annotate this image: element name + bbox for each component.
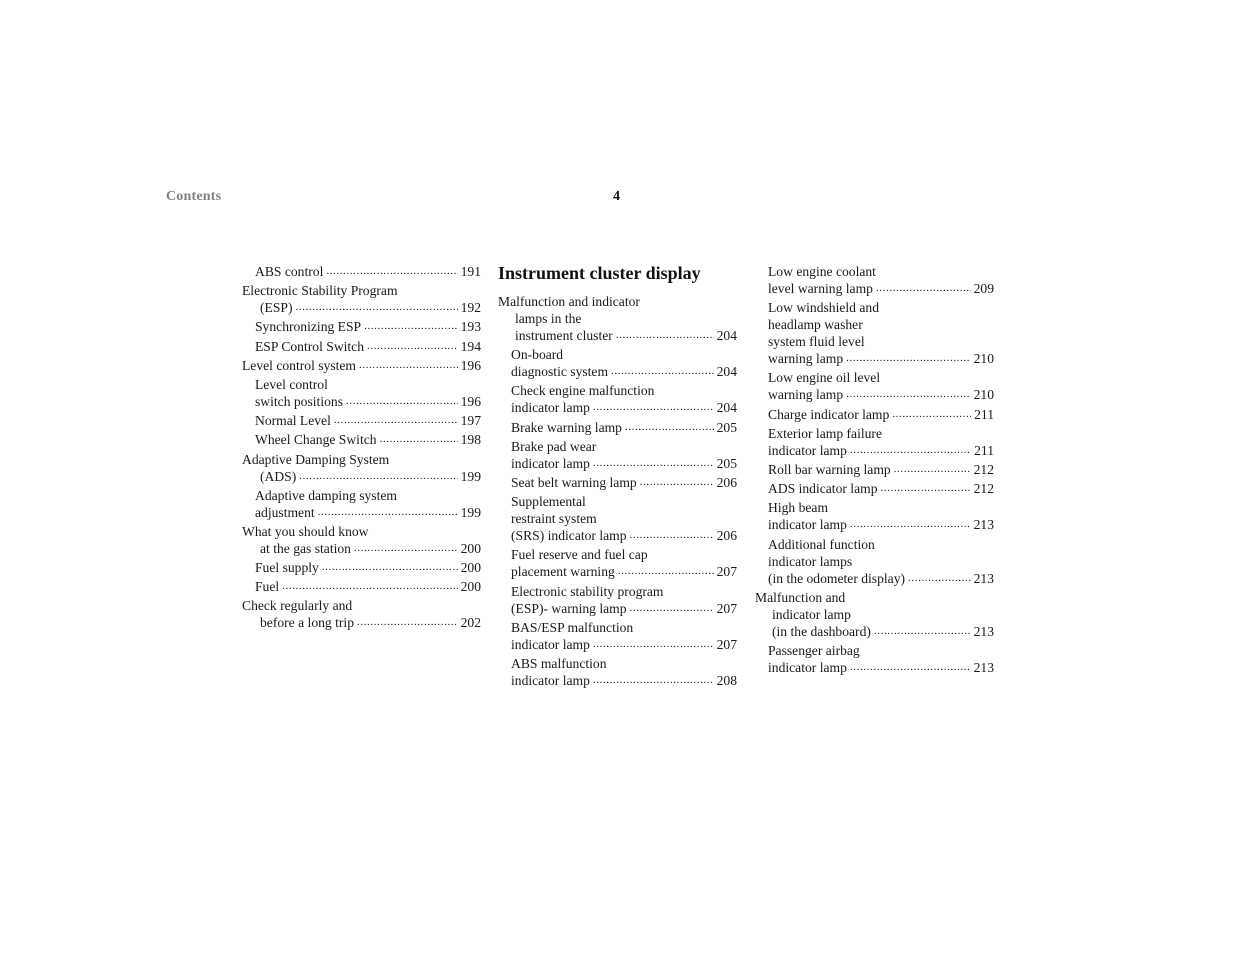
toc-entry-title: level warning lamp — [768, 281, 873, 296]
dot-leader — [908, 570, 971, 587]
toc-page-number[interactable]: 198 — [460, 432, 481, 448]
toc-entry[interactable] — [242, 597, 481, 631]
toc-page-number[interactable]: 196 — [460, 357, 481, 373]
toc-entry-title: placement warning — [511, 564, 615, 580]
toc-entry[interactable] — [242, 559, 481, 576]
toc-entry-title: Fuel reserve and fuel cap — [511, 547, 648, 563]
toc-entry-title: On-board — [511, 347, 564, 363]
toc-entry-title: indicator lamp — [772, 606, 851, 622]
dot-leader — [894, 461, 971, 478]
toc-entry-title: instrument cluster — [515, 328, 613, 343]
toc-page-number[interactable]: 191 — [460, 264, 481, 279]
toc-entry-title: restraint system — [511, 511, 597, 527]
dot-leader — [625, 419, 714, 436]
dot-leader — [892, 406, 971, 423]
section-heading: Instrument cluster display — [498, 263, 701, 283]
toc-entry[interactable] — [755, 480, 994, 497]
toc-entry-title: Adaptive damping system — [255, 487, 397, 503]
toc-entry[interactable] — [242, 578, 481, 595]
dot-leader — [630, 600, 714, 617]
toc-page-number[interactable]: 199 — [460, 468, 481, 484]
toc-entry-title: warning lamp — [768, 351, 844, 367]
toc-entry-title: headlamp washer — [768, 317, 863, 333]
toc-entry-title: Malfunction and — [755, 589, 846, 605]
toc-entry-title: Check regularly and — [242, 598, 353, 614]
dot-leader — [593, 636, 714, 653]
toc-entry[interactable] — [755, 369, 994, 403]
toc-page-number[interactable]: 204 — [716, 328, 737, 343]
toc-entry-title: indicator lamps — [768, 553, 853, 569]
toc-entry[interactable] — [242, 318, 481, 335]
toc-entry[interactable] — [498, 438, 737, 472]
toc-page-number[interactable]: 200 — [460, 560, 481, 576]
dot-leader — [611, 363, 714, 380]
toc-page-number[interactable]: 207 — [716, 600, 737, 616]
toc-entry-title: at the gas station — [260, 540, 351, 556]
toc-entry-title: lamps in the — [515, 311, 582, 326]
toc-entry[interactable] — [242, 376, 481, 410]
toc-entry[interactable] — [242, 338, 481, 355]
toc-entry-title: Seat belt warning lamp — [511, 474, 637, 490]
toc-entry[interactable] — [755, 263, 994, 297]
toc-entry-title: diagnostic system — [511, 364, 609, 380]
toc-page-number[interactable]: 200 — [460, 540, 481, 556]
toc-entry-title: indicator lamp — [768, 517, 847, 533]
toc-page-number[interactable]: 206 — [716, 528, 737, 544]
toc-entry[interactable] — [755, 299, 994, 367]
toc-entry-title: Check engine malfunction — [511, 383, 655, 399]
dot-leader — [881, 480, 971, 497]
toc-page-number[interactable]: 210 — [973, 387, 994, 403]
toc-entry[interactable] — [755, 461, 994, 478]
toc-page-number[interactable]: 212 — [973, 481, 994, 497]
toc-entry-title: indicator lamp — [768, 659, 847, 675]
toc-entry-title: ABS malfunction — [511, 655, 607, 671]
toc-entry-title: (SRS) indicator lamp — [511, 528, 627, 544]
toc-page-number[interactable]: 213 — [973, 623, 994, 639]
toc-entry-title: before a long trip — [260, 615, 354, 631]
toc-entry-title: Fuel supply — [255, 560, 319, 576]
toc-entry-title: Brake warning lamp — [511, 419, 622, 435]
toc-entry[interactable] — [242, 412, 481, 429]
dot-leader — [357, 614, 458, 631]
dot-leader — [874, 623, 971, 640]
toc-page-number[interactable]: 200 — [460, 579, 481, 595]
running-header-section: Contents — [166, 189, 222, 204]
toc-entry-title: Exterior lamp failure — [768, 425, 882, 441]
toc-entry-title: Electronic stability program — [511, 583, 664, 599]
toc-page-number[interactable]: 213 — [973, 659, 994, 675]
dot-leader — [876, 280, 971, 297]
toc-entry[interactable] — [242, 523, 481, 557]
dot-leader — [354, 540, 458, 557]
toc-entry-title: Level control — [255, 376, 328, 392]
toc-entry-title: Roll bar warning lamp — [768, 461, 891, 477]
toc-entry[interactable] — [498, 293, 737, 344]
toc-page-number[interactable]: 205 — [716, 455, 737, 471]
toc-entry-title: ADS indicator lamp — [768, 481, 878, 497]
dot-leader — [593, 455, 714, 472]
dot-leader — [640, 474, 714, 491]
toc-entry[interactable] — [755, 425, 994, 459]
toc-entry-title: Fuel — [255, 579, 280, 595]
toc-entry[interactable] — [242, 451, 481, 485]
dot-leader — [367, 338, 458, 355]
toc-entry[interactable] — [242, 431, 481, 448]
toc-page-number[interactable]: 210 — [973, 351, 994, 367]
dot-leader — [630, 527, 714, 544]
dot-leader — [850, 659, 971, 676]
toc-entry[interactable] — [498, 493, 737, 544]
toc-entry-title: High beam — [768, 500, 829, 516]
toc-entry-title: indicator lamp — [511, 672, 590, 688]
toc-page-number[interactable]: 196 — [460, 393, 481, 409]
dot-leader — [593, 399, 714, 416]
toc-entry-title: Normal Level — [255, 413, 331, 429]
toc-entry-title: Low windshield and — [768, 300, 880, 316]
dot-leader — [593, 672, 714, 689]
toc-entry-title: What you should know — [242, 523, 369, 539]
toc-page-number[interactable]: 204 — [716, 364, 737, 380]
toc-entry[interactable] — [498, 546, 737, 580]
toc-entry-title: Low engine coolant — [768, 264, 876, 279]
toc-entry-title: (ADS) — [260, 468, 297, 484]
toc-entry[interactable] — [498, 346, 737, 380]
dot-leader — [282, 578, 457, 595]
toc-entry[interactable] — [755, 406, 994, 423]
toc-entry-title: indicator lamp — [511, 636, 590, 652]
toc-entry-title: BAS/ESP malfunction — [511, 619, 634, 635]
toc-entry-title: switch positions — [255, 393, 343, 409]
toc-entry[interactable] — [498, 583, 737, 617]
toc-entry-title: (ESP) — [260, 300, 293, 316]
toc-entry[interactable] — [242, 487, 481, 521]
toc-entry-title: (ESP)- warning lamp — [511, 600, 627, 616]
toc-page-number[interactable]: 192 — [460, 300, 481, 316]
toc-page-number[interactable]: 208 — [716, 672, 737, 688]
toc-entry[interactable] — [755, 499, 994, 533]
toc-column-1 — [242, 263, 481, 634]
toc-entry-title: adjustment — [255, 504, 315, 520]
toc-entry-title: Charge indicator lamp — [768, 406, 890, 422]
dot-leader — [322, 559, 458, 576]
toc-page-number[interactable]: 211 — [974, 442, 994, 458]
toc-page-number[interactable]: 207 — [716, 636, 737, 652]
dot-leader — [326, 263, 457, 280]
toc-page-number[interactable]: 213 — [973, 517, 994, 533]
dot-leader — [359, 357, 458, 374]
toc-entry-title: Electronic Stability Program — [242, 283, 398, 299]
toc-entry-title: Passenger airbag — [768, 642, 860, 658]
dot-leader — [846, 350, 970, 367]
toc-entry-title: Supplemental — [511, 494, 586, 510]
toc-entry[interactable] — [498, 619, 737, 653]
toc-entry-title: indicator lamp — [511, 455, 590, 471]
toc-entry-title: system fluid level — [768, 334, 865, 350]
dot-leader — [364, 318, 458, 335]
toc-entry-title: Level control system — [242, 357, 357, 373]
toc-entry[interactable] — [498, 419, 737, 436]
toc-entry-title: Wheel Change Switch — [255, 432, 377, 448]
dot-leader — [318, 504, 458, 521]
toc-page-number[interactable]: 202 — [460, 615, 481, 631]
toc-page-number[interactable]: 206 — [716, 474, 737, 490]
dot-leader — [334, 412, 458, 429]
toc-page-number[interactable]: 199 — [460, 504, 481, 520]
dot-leader — [299, 468, 457, 485]
toc-column-3 — [755, 263, 994, 678]
toc-entry-title: Malfunction and indicator — [498, 294, 640, 309]
toc-page-number[interactable]: 197 — [460, 413, 481, 429]
toc-entry[interactable] — [755, 642, 994, 676]
dot-leader — [850, 516, 971, 533]
toc-page-number[interactable]: 212 — [973, 461, 994, 477]
toc-entry[interactable] — [242, 357, 481, 374]
dot-leader — [346, 393, 458, 410]
toc-entry[interactable] — [242, 282, 481, 316]
toc-entry-title: Adaptive Damping System — [242, 451, 390, 467]
toc-entry-title: indicator lamp — [511, 400, 590, 416]
toc-entry-title: warning lamp — [768, 387, 844, 403]
dot-leader — [616, 327, 714, 344]
toc-page-number[interactable]: 209 — [973, 281, 994, 296]
toc-entry-title: (in the odometer display) — [768, 570, 906, 586]
toc-entry-title: Brake pad wear — [511, 438, 597, 454]
toc-page-number[interactable]: 213 — [973, 570, 994, 586]
toc-entry-title: (in the dashboard) — [772, 623, 871, 639]
toc-entry-title: ESP Control Switch — [255, 338, 365, 354]
toc-entry-title: ABS control — [255, 264, 324, 279]
toc-entry[interactable] — [755, 589, 994, 640]
toc-column-2 — [498, 263, 737, 691]
toc-entry[interactable] — [498, 474, 737, 491]
toc-entry[interactable] — [498, 655, 737, 689]
dot-leader — [846, 386, 970, 403]
toc-entry-title: Low engine oil level — [768, 370, 881, 386]
toc-page-number[interactable]: 207 — [716, 564, 737, 580]
dot-leader — [850, 442, 971, 459]
toc-entry-title: Additional function — [768, 536, 875, 552]
dot-leader — [380, 431, 458, 448]
toc-page-number[interactable]: 204 — [716, 400, 737, 416]
dot-leader — [295, 299, 457, 316]
toc-entry-title: indicator lamp — [768, 442, 847, 458]
toc-page-number[interactable]: 194 — [460, 338, 481, 354]
toc-entry[interactable] — [755, 536, 994, 587]
page-number: 4 — [613, 189, 620, 204]
toc-entry[interactable] — [498, 382, 737, 416]
dot-leader — [618, 563, 714, 580]
toc-entry-title: Synchronizing ESP — [255, 319, 362, 335]
toc-page-number[interactable]: 193 — [460, 319, 481, 335]
toc-entry[interactable] — [242, 263, 481, 280]
toc-page-number[interactable]: 211 — [974, 406, 994, 422]
toc-page-number[interactable]: 205 — [716, 419, 737, 435]
